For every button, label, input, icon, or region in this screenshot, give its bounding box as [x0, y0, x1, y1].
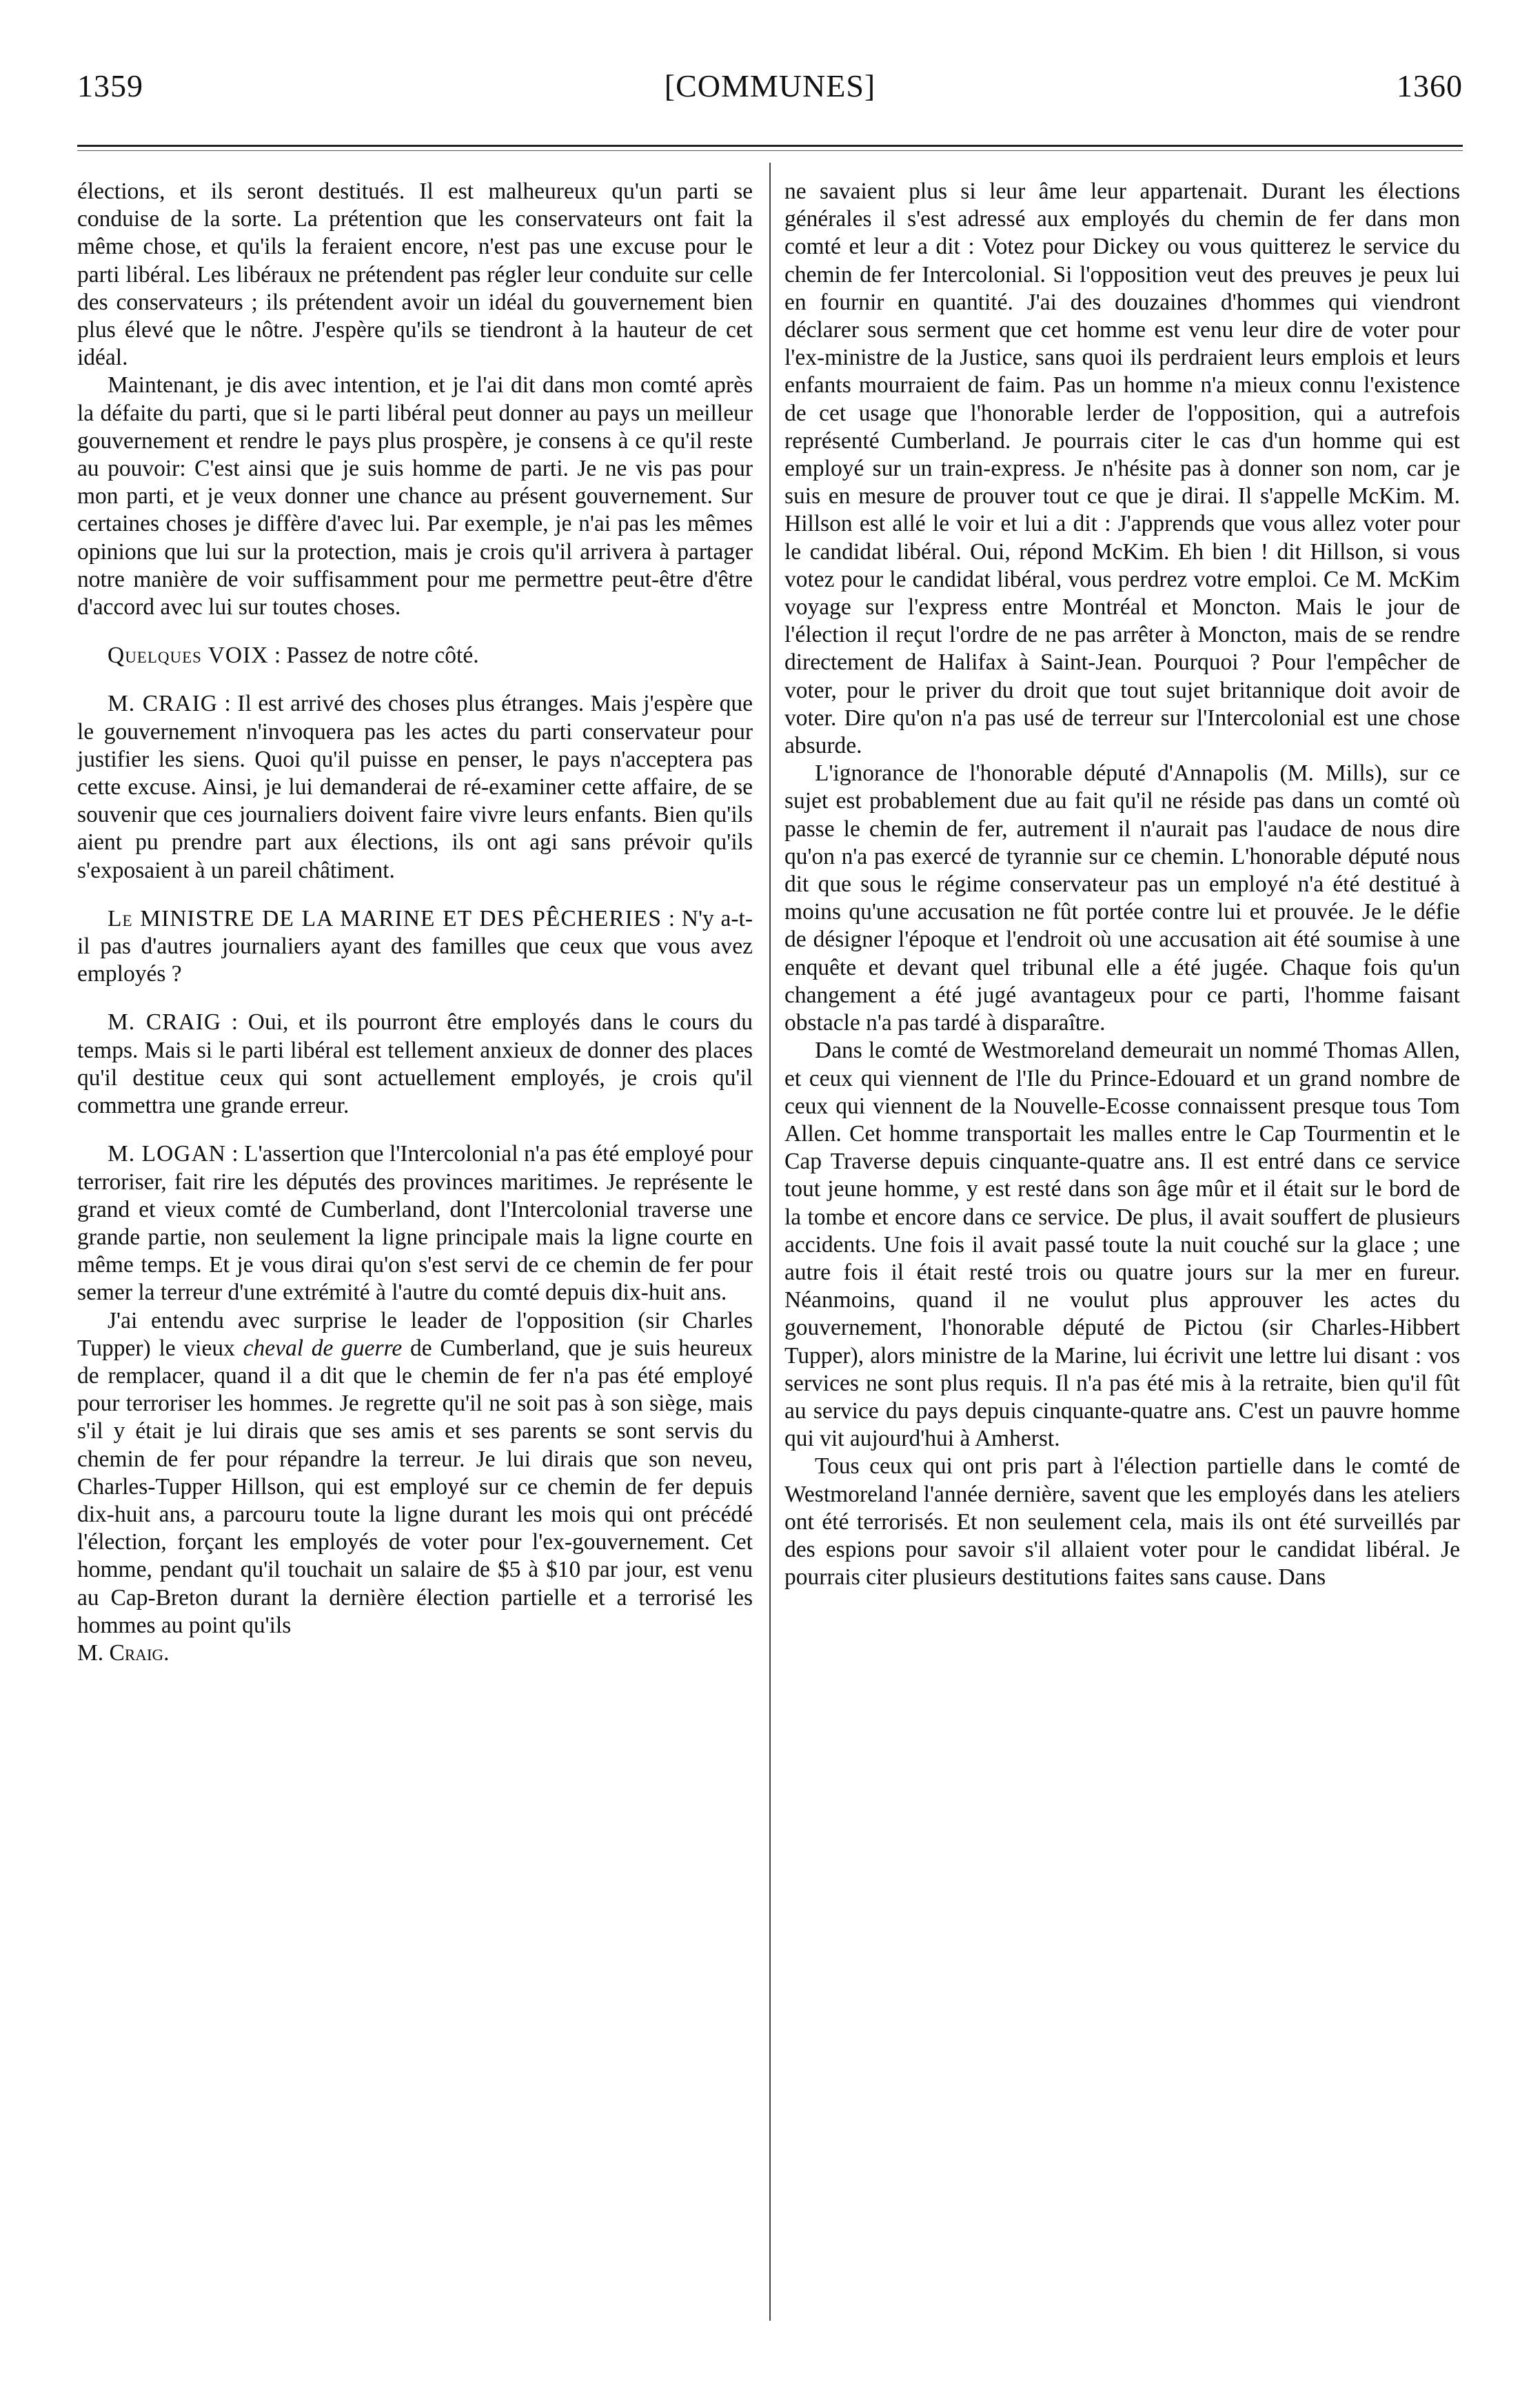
- speaker-name: M. CRAIG: [108, 1009, 222, 1036]
- speaker-name: M. LOGAN: [108, 1141, 226, 1167]
- right-column: [784, 178, 1460, 1591]
- speech-text: : Passez de notre côté.: [268, 643, 479, 669]
- page-header: [77, 68, 1463, 123]
- header-rule-thin: [77, 150, 1463, 151]
- paragraph: [77, 1140, 753, 1307]
- paragraph: [77, 1009, 753, 1120]
- speech-text: J'ai entendu avec surprise le leader de l'opposition (sir Charles Tupper) le vieux: [77, 1307, 753, 1361]
- paragraph: ne savaient plus si leur âme leur appartenait. Durant les élections générales il s'est adressé aux employés du chemin de fer dans mon comté et leur a dit : Votez pour Dickey ou vous quitterez le service du chemin de fer Intercolonial. Si l'opposition veut des preuves je peux lui en fournir en quantité. J'ai des douzaines d'hommes qui viendront déclarer sous serment que cet homme est venu leur dire de voter pour l'ex-ministre de la Justice, sans quoi ils perdraient leurs emplois et leurs enfants mourraient de faim. Pas un homme n'a mieux connu l'existence de cet usage que l'honorable lerder de l'opposition, qui a autrefois représenté Cumberland. Je pourrais citer le cas d'un homme qui est employé sur un train-express. Je n'hésite pas à donner son nom, car je suis en mesure de prouver tout ce que je dirai. Il s'appelle McKim. M. Hillson est allé le voir et lui a dit : J'apprends que vous allez voter pour le candidat libéral. Oui, répond McKim. Eh bien ! dit Hillson, si vous votez pour le candidat libéral, vous perdrez votre emploi. Ce M. McKim voyage sur l'express entre Montréal et Moncton. Mais le jour de l'élection il reçut l'ordre de ne pas arrêter à Moncton, mais de se rendre directement de Halifax à Saint-Jean. Pourquoi ? Pour l'empêcher de voter, pour le priver du droit que tout sujet britannique doit avoir de voter. Dire qu'on n'a pas usé de terreur sur l'Intercolonial est une chose absurde.: [784, 179, 1460, 759]
- italic-phrase: cheval de guerre: [243, 1335, 403, 1361]
- paragraph: Maintenant, je dis avec intention, et je l'ai dit dans mon comté après la défaite du parti, que si le parti libéral peut donner au pays un meilleur gouvernement et rendre le pays plus prospère, je consens à ce qu'il reste au pouvoir: C'est ainsi que je suis homme de parti. Je ne vis pas pour mon parti, et je veux donner une chance au présent gouvernement. Sur certaines choses je diffère d'avec lui. Par exemple, je n'ai pas les mêmes opinions que lui sur la protection, mais je crois qu'il arrivera à partager notre manière de voir suffisamment pour me permettre peut-être d'être d'accord avec lui sur toutes choses.: [77, 372, 753, 621]
- speaker-name: Quelques VOIX: [108, 643, 269, 669]
- column-footer-speaker: M. Craig.: [77, 1640, 170, 1666]
- paragraph: [77, 905, 753, 989]
- paragraph: Tous ceux qui ont pris part à l'élection partielle dans le comté de Westmoreland l'année dernière, savent que les employés dans les ateliers ont été terrorisés. Et non seulement cela, mais ils ont été surveillés par des espions pour savoir s'il allaient voter pour le candidat libéral. Je pourrais citer plusieurs destitutions faites sans cause. Dans: [784, 1453, 1460, 1591]
- paragraph: [77, 690, 753, 884]
- speech-text: : L'assertion que l'Intercolonial n'a pas été employé pour terroriser, fait rire les députés des provinces maritimes. Je représente le grand et vieux comté de Cumberland, dont l'Intercolonial traverse une grande partie, non seulement la ligne principale mais la ligne courte en même temps. Et je vous dirai qu'on s'est servi de ce chemin de fer pour semer la terreur d'une extrémité à l'autre du comté depuis dix-huit ans.: [77, 1141, 753, 1306]
- speech-text: : N'y a-t-il pas d'autres journaliers ayant des familles que ceux que vous avez employés ?: [77, 905, 753, 987]
- left-column: [77, 178, 753, 1667]
- paragraph: [77, 642, 753, 669]
- speech-text: : Oui, et ils pourront être employés dans le cours du temps. Mais si le parti libéral est tellement anxieux de donner des places qu'il destitue ceux qui sont actuellement employés, je crois qu'il commettra une grande erreur.: [77, 1009, 753, 1119]
- page-number-right: 1360: [1397, 68, 1463, 103]
- paragraph: élections, et ils seront destitués. Il est malheureux qu'un parti se conduise de la sorte. La prétention que les conservateurs ont fait la même chose, et qu'ils la feraient encore, n'est pas une excuse pour le parti libéral. Les libéraux ne prétendent pas régler leur conduite sur celle des conservateurs ; ils prétendent avoir un idéal du gouvernement bien plus élevé que le nôtre. J'espère qu'ils se tiendront à la hauteur de cet idéal.: [77, 179, 753, 371]
- speech-text: : Il est arrivé des choses plus étranges. Mais j'espère que le gouvernement n'invoquera pas les actes du parti conservateur pour justifier les siens. Quoi qu'il puisse en penser, le pays n'acceptera pas cette excuse. Ainsi, je lui demanderai de ré-examiner cette affaire, de se souvenir que ces journaliers doivent faire vivre leurs enfants. Bien qu'ils aient pu prendre part aux élections, ils ont agi sans prévoir qu'ils s'exposaient à un pareil châtiment.: [77, 691, 753, 883]
- speaker-name: M. CRAIG: [108, 691, 218, 717]
- page-number-left: 1359: [77, 68, 143, 103]
- page-title: [COMMUNES]: [664, 68, 876, 103]
- column-divider: [769, 163, 771, 2321]
- speaker-name: Le MINISTRE DE LA MARINE ET DES PÊCHERIES: [108, 905, 662, 931]
- paragraph: L'ignorance de l'honorable député d'Annapolis (M. Mills), sur ce sujet est probablement due au fait qu'il ne réside pas dans un comté où passe le chemin de fer, autrement il n'aurait pas l'audace de nous dire qu'on n'a pas exercé de tyrannie sur ce chemin. L'honorable député nous dit que sous le régime conservateur pas un employé n'a été destitué à moins qu'une accusation ne fût portée contre lui et prouvée. Je le défie de désigner l'époque et l'endroit où une accusation ait été soumise à une enquête et devant quel tribunal elle a été jugée. Chaque fois qu'un changement a été jugé avantageux pour ce parti, l'homme faisant obstacle n'a pas tardé à disparaître.: [784, 760, 1460, 1036]
- paragraph: [77, 1307, 753, 1640]
- paragraph: Dans le comté de Westmoreland demeurait un nommé Thomas Allen, et ceux qui viennent de l'Ile du Prince-Edouard et un grand nombre de ceux qui viennent de la Nouvelle-Ecosse connaissent presque tous Tom Allen. Cet homme transportait les malles entre le Cap Tourmentin et le Cap Traverse depuis cinquante-quatre ans. Il est entré dans ce service tout jeune homme, y est resté dans son âge mûr et il était sur le bord de la tombe et encore dans ce service. De plus, il avait souffert de plusieurs accidents. Une fois il avait passé toute la nuit couché sur la glace ; une autre fois il était resté trois ou quatre jours sur la mer en fureur. Néanmoins, quand il ne voulut plus approuver les actes du gouvernement, l'honorable député de Pictou (sir Charles-Hibbert Tupper), alors ministre de la Marine, lui écrivit une lettre lui disant : vos services ne sont plus requis. Il n'a pas été mis à la retraite, bien qu'il fût au service du pays depuis cinquante-quatre ans. C'est un pauvre homme qui vit aujourd'hui à Amherst.: [784, 1038, 1460, 1452]
- header-rule: [77, 145, 1463, 147]
- speech-text: de Cumberland, que je suis heureux de remplacer, quand il a dit que le chemin de fer n'a pas été employé pour terroriser les hommes. Je regrette qu'il ne soit pas à son siège, mais s'il y était je lui dirais que ses amis et ses parents se sont servis du chemin de fer pour répandre la terreur. Je lui dirais que son neveu, Charles-Tupper Hillson, qui est employé sur ce chemin de fer depuis dix-huit ans, a parcouru toute la ligne durant les mois qui ont précédé l'élection, forçant les employés de voter pour l'ex-gouvernement. Cet homme, pendant qu'il touchait un salaire de $5 à $10 par jour, est venu au Cap-Breton durant la dernière élection partielle et a terrorisé les hommes au point qu'ils: [77, 1335, 753, 1638]
